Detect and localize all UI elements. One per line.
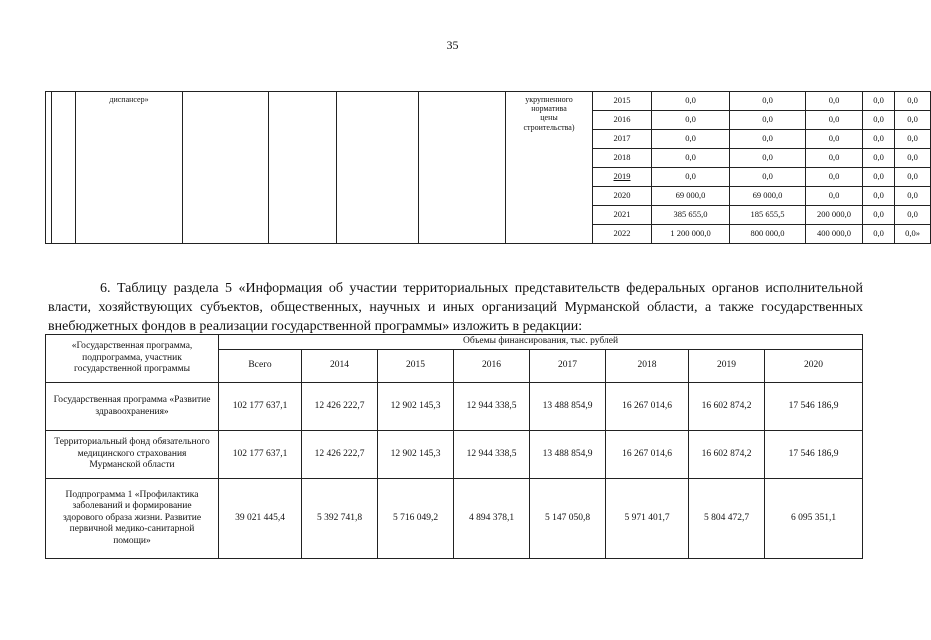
amount-cell: 17 546 186,9 — [765, 383, 863, 431]
amount-cell: 16 267 014,6 — [606, 383, 689, 431]
value-cell: 0,0 — [652, 168, 730, 187]
value-cell: 0,0 — [895, 111, 931, 130]
value-cell: 0,0 — [863, 130, 895, 149]
value-cell: 69 000,0 — [730, 187, 806, 206]
top-table-fragment — [45, 91, 931, 244]
amount-cell: 12 902 145,3 — [378, 383, 454, 431]
value-cell: 0,0 — [863, 206, 895, 225]
amount-cell: 102 177 637,1 — [219, 383, 302, 431]
amount-cell: 12 944 338,5 — [454, 383, 530, 431]
value-cell: 200 000,0 — [806, 206, 863, 225]
amount-cell: 13 488 854,9 — [530, 383, 606, 431]
col-num-cell — [52, 92, 76, 244]
value-cell: 385 655,0 — [652, 206, 730, 225]
column-header: 2014 — [302, 350, 378, 383]
col-d-cell — [269, 92, 337, 244]
value-cell: 0,0 — [806, 149, 863, 168]
value-cell: 0,0 — [730, 92, 806, 111]
top-table-row — [46, 92, 931, 111]
financing-table — [45, 334, 863, 559]
amount-cell: 12 902 145,3 — [378, 431, 454, 479]
corner-header: «Государственная программа, подпрограмма, участник государственной программы — [46, 335, 219, 383]
amount-cell: 13 488 854,9 — [530, 431, 606, 479]
value-cell: 0,0 — [652, 130, 730, 149]
value-cell: 69 000,0 — [652, 187, 730, 206]
value-cell: 0,0 — [806, 187, 863, 206]
value-cell: 0,0» — [895, 225, 931, 244]
value-cell: 0,0 — [652, 111, 730, 130]
col-g-line: строительства) — [523, 122, 575, 132]
financing-row — [46, 383, 863, 431]
value-cell: 0,0 — [895, 168, 931, 187]
value-cell: 0,0 — [895, 187, 931, 206]
col-e-cell — [337, 92, 419, 244]
value-cell: 0,0 — [652, 149, 730, 168]
value-cell: 1 200 000,0 — [652, 225, 730, 244]
year-cell: 2015 — [593, 92, 652, 111]
year-cell: 2020 — [593, 187, 652, 206]
value-cell: 0,0 — [863, 225, 895, 244]
col-b-cell-text: диспансер» — [109, 95, 149, 104]
col-g-line: укрупненного — [525, 95, 573, 104]
value-cell: 0,0 — [895, 206, 931, 225]
value-cell: 0,0 — [895, 92, 931, 111]
amount-cell: 16 602 874,2 — [689, 383, 765, 431]
value-cell: 400 000,0 — [806, 225, 863, 244]
value-cell: 0,0 — [895, 149, 931, 168]
col-b-cell — [76, 92, 183, 244]
col-g-line: норматива — [531, 104, 567, 114]
amount-cell: 12 426 222,7 — [302, 383, 378, 431]
value-cell: 0,0 — [806, 130, 863, 149]
year-cell: 2017 — [593, 130, 652, 149]
amount-cell: 4 894 378,1 — [454, 479, 530, 559]
row-label: Подпрограмма 1 «Профилактика заболеваний и формирование здорового образа жизни. Развитие первичной медико-санитарной помощи» — [46, 479, 219, 559]
year-cell: 2018 — [593, 149, 652, 168]
value-cell: 0,0 — [730, 168, 806, 187]
value-cell: 0,0 — [863, 111, 895, 130]
col-g-text — [506, 92, 592, 132]
amount-cell: 17 546 186,9 — [765, 431, 863, 479]
value-cell: 800 000,0 — [730, 225, 806, 244]
value-cell: 185 655,5 — [730, 206, 806, 225]
amount-cell: 5 147 050,8 — [530, 479, 606, 559]
value-cell: 0,0 — [863, 92, 895, 111]
financing-row — [46, 431, 863, 479]
year-cell: 2022 — [593, 225, 652, 244]
amount-cell: 5 392 741,8 — [302, 479, 378, 559]
col-g-cell — [506, 92, 593, 244]
value-cell: 0,0 — [730, 130, 806, 149]
value-cell: 0,0 — [863, 187, 895, 206]
amount-cell: 16 602 874,2 — [689, 431, 765, 479]
col-f-cell — [419, 92, 506, 244]
value-cell: 0,0 — [863, 168, 895, 187]
value-cell: 0,0 — [806, 92, 863, 111]
value-cell: 0,0 — [730, 149, 806, 168]
column-header: Всего — [219, 350, 302, 383]
amount-cell: 5 804 472,7 — [689, 479, 765, 559]
value-cell: 0,0 — [806, 111, 863, 130]
value-cell: 0,0 — [895, 130, 931, 149]
group-header: Объемы финансирования, тыс. рублей — [219, 335, 863, 350]
amount-cell: 39 021 445,4 — [219, 479, 302, 559]
value-cell: 0,0 — [730, 111, 806, 130]
financing-row — [46, 479, 863, 559]
column-header: 2018 — [606, 350, 689, 383]
instruction-paragraph: 6. Таблицу раздела 5 «Информация об участии территориальных представительств федеральных органов исполнительной власти, хозяйствующих субъектов, общественных, научных и иных организаций Мурманской области, а также государственных внебюджетных фондов в реализации государственной программы» изложить в редакции: — [48, 281, 863, 334]
column-header: 2015 — [378, 350, 454, 383]
amount-cell: 102 177 637,1 — [219, 431, 302, 479]
row-label: Территориальный фонд обязательного медицинского страхования Мурманской области — [46, 431, 219, 479]
column-header: 2017 — [530, 350, 606, 383]
column-header: 2016 — [454, 350, 530, 383]
column-header: 2019 — [689, 350, 765, 383]
amount-cell: 5 716 049,2 — [378, 479, 454, 559]
row-label: Государственная программа «Развитие здравоохранения» — [46, 383, 219, 431]
column-header: 2020 — [765, 350, 863, 383]
col-g-line: цены — [540, 113, 558, 123]
col-c-cell — [183, 92, 269, 244]
year-cell: 2019 — [593, 168, 652, 187]
amount-cell: 12 944 338,5 — [454, 431, 530, 479]
amount-cell: 16 267 014,6 — [606, 431, 689, 479]
value-cell: 0,0 — [806, 168, 863, 187]
amount-cell: 5 971 401,7 — [606, 479, 689, 559]
amount-cell: 6 095 351,1 — [765, 479, 863, 559]
amount-cell: 12 426 222,7 — [302, 431, 378, 479]
year-cell: 2016 — [593, 111, 652, 130]
year-cell: 2021 — [593, 206, 652, 225]
value-cell: 0,0 — [863, 149, 895, 168]
page-number: 35 — [446, 38, 459, 52]
value-cell: 0,0 — [652, 92, 730, 111]
